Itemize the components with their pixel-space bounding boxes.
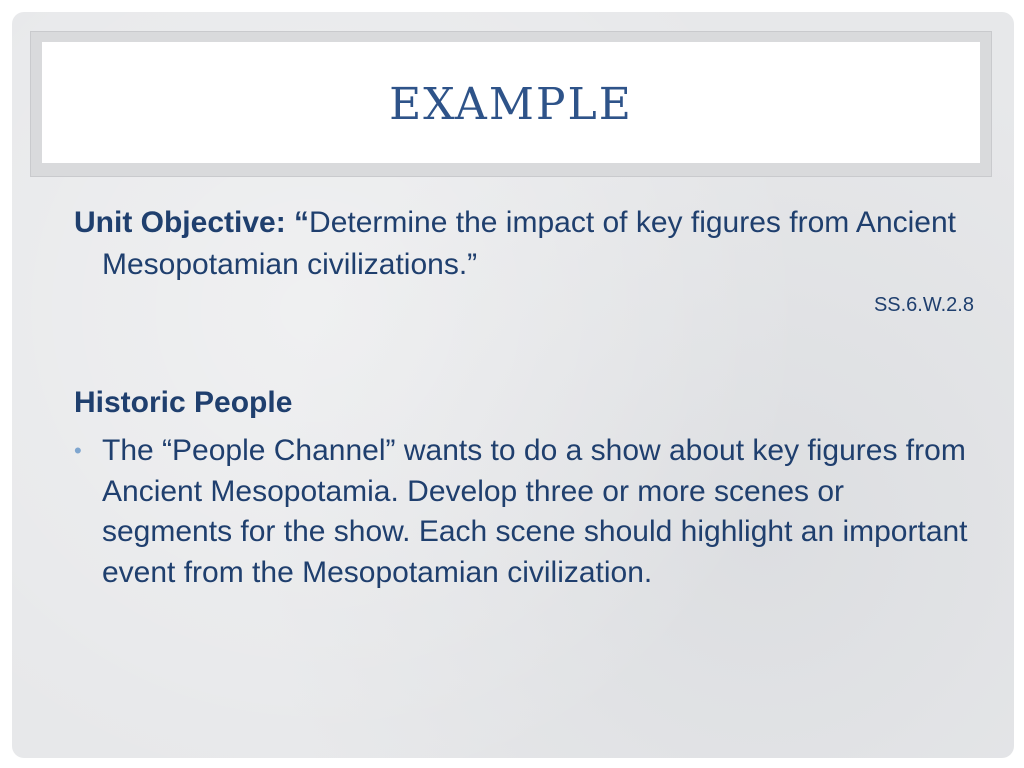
- bullet-icon: •: [74, 438, 82, 463]
- bullet-text: The “People Channel” wants to do a show about key figures from Ancient Mesopotamia. Develop three or more scenes or segments for the show. Each scene should highlight an important event from the Mesopotamian civilization.: [102, 434, 968, 589]
- title-box: [42, 42, 980, 163]
- slide-title: EXAMPLE: [389, 79, 633, 130]
- objective-text: Determine the impact of key figures from Ancient Mesopotamian civilizations.”: [102, 206, 956, 281]
- section-heading: Historic People: [74, 386, 293, 419]
- slide: [12, 12, 1014, 758]
- unit-objective: [74, 202, 974, 286]
- title-frame: [30, 31, 992, 177]
- standard-code: SS.6.W.2.8: [873, 294, 974, 316]
- slide-content: [74, 202, 974, 593]
- objective-label: Unit Objective: “: [74, 206, 310, 239]
- bullet-item: [74, 431, 974, 593]
